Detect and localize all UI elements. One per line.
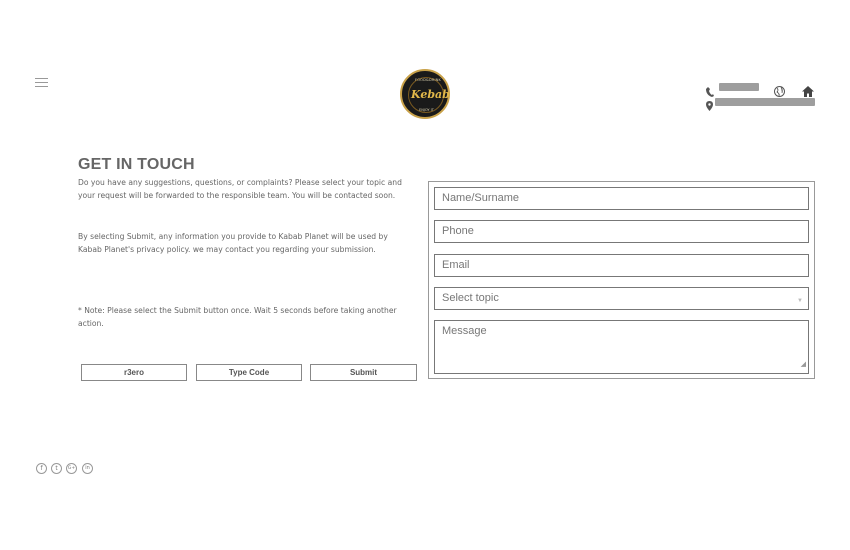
logo-bottom-text: ENJOY IT [419, 108, 434, 112]
captcha-input[interactable]: Type Code [196, 364, 302, 381]
contact-form [428, 181, 815, 379]
hamburger-icon[interactable] [35, 78, 48, 88]
location-pin-icon [706, 96, 713, 115]
captcha-code: r3ero [81, 364, 187, 381]
logo-word: Kebab [411, 88, 450, 101]
message-placeholder: Message [442, 325, 487, 337]
resize-handle-icon[interactable]: ◢ [800, 361, 806, 368]
email-field[interactable]: Email [434, 254, 809, 277]
chevron-down-icon: ▼ [797, 298, 803, 304]
google-plus-icon[interactable]: G+ [66, 463, 77, 474]
intro-paragraph: Do you have any suggestions, questions, or complaints? Please select your topic and your request will be forwarded to the responsible team. You will be contacted soon. [78, 178, 402, 200]
facebook-icon[interactable]: f [36, 463, 47, 474]
message-field[interactable] [434, 320, 809, 374]
phone-field[interactable]: Phone [434, 220, 809, 243]
topic-select-value: Select topic [442, 292, 499, 304]
logo-top-text: FOOD&DRINK [415, 78, 442, 82]
topic-select[interactable] [434, 287, 809, 310]
note-text: * Note: Please select the Submit button once. Wait 5 seconds before taking another action. [78, 306, 397, 328]
address-redacted [715, 98, 815, 106]
linkedin-icon[interactable]: in [82, 463, 93, 474]
privacy-paragraph: By selecting Submit, any information you provide to Kabab Planet will be used by Kabab Planet's privacy policy. we may contact you regarding your submission. [78, 232, 388, 254]
name-field[interactable]: Name/Surname [434, 187, 809, 210]
page-title: GET IN TOUCH [78, 156, 195, 173]
logo[interactable] [400, 69, 450, 119]
phone-number-redacted [719, 83, 759, 91]
twitter-icon[interactable]: t [51, 463, 62, 474]
submit-button[interactable]: Submit [310, 364, 417, 381]
